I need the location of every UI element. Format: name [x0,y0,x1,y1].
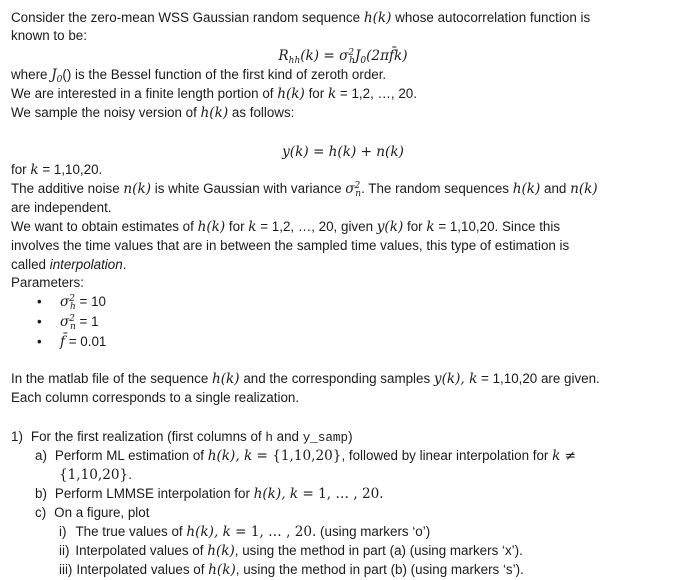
question-1a: a) Perform ML estimation of h(k), k = {1,10,20}, followed by linear interpolation for k ≠ [35,448,577,464]
bullet: • [37,294,42,309]
sample-line: We sample the noisy version of h(k) as follows: [11,105,295,121]
bessel-line: where $J_0()$ is the Bessel function of the first kind of zeroth order. [11,67,387,85]
observation-equation: y(k) = h(k) + n(k) [282,144,404,160]
question-1a-cont: {1,10,20}. [59,467,132,483]
document-page: Consider the zero-mean WSS Gaussian random sequence h(k) whose autocorrelation function is known to be: $R_{hh}(k)$ = $\sigma^2_hJ_0(2\pi f̄k)$ where $J_0()$ is the Bessel function of the first kind of zeroth order. We are interested in a finite length portion of h(k) for k = 1,2, …, 20. We sample the noisy version of h(k) as follows: y(k) = h(k) + n(k) for k = 1,10,20. The additive noise n(k) is white Gaussian with variance $\sigma^2_n$. The random sequences h(k) and n(k) are independent. We want to obtain estimates of h(k) for k = 1,2, …, 20, given y(k) for k = 1,10,20. Since this involves the time values that are in between the sampled time values, this type of estimation is called interpolation. Parameters: • $\sigma^2_h = 10$ • $\sigma^2_n = 1$ • f̄ = 0.01 In the matlab file of the sequence h(k) and the corresponding samples y(k), k = 1,10,20 are given. Each column corresponds to a single realization. 1) For the first realization (first columns of h and y_samp) a) Perform ML estimation of h(k), k = {1,10,20}, followed by linear interpolation for k ≠ {1,10,20}. b) Perform LMMSE interpolation for h(k), k = 1, … , 20. c) On a figure, plot i) The true values of h(k), k = 1, … , 20. (using markers ‘o’) ii) Interpolated values of h(k), using the method in part (a) (using markers ‘x’). iii) Interpolated values of h(k), using the method in part (b) (using markers ‘s’). [0,0,686,580]
question-1c-i: i) The true values of h(k), k = 1, … , 20. (using markers ‘o’) [59,524,431,540]
finite-length-line: We are interested in a finite length portion of h(k) for k = 1,2, …, 20. [11,86,417,102]
sample-times-line: for k = 1,10,20. [11,162,103,178]
matlab-line-1: In the matlab file of the sequence h(k) and the corresponding samples y(k), k = 1,10,20 are given. [11,371,600,387]
question-1c-iii: iii) Interpolated values of h(k), using the method in part (b) (using markers ‘s’). [59,562,524,578]
question-1c: c) On a figure, plot [35,505,150,520]
autocorrelation-equation: $R_{hh}(k)$ = $\sigma^2_hJ_0(2\pi f̄k)$ [278,48,408,66]
question-1b: b) Perform LMMSE interpolation for h(k), k = 1, … , 20. [35,486,384,502]
estimate-line-1: We want to obtain estimates of h(k) for k = 1,2, …, 20, given y(k) for k = 1,10,20. Since this [11,219,561,235]
intro-line-1: Consider the zero-mean WSS Gaussian random sequence h(k) whose autocorrelation function is [11,10,591,26]
intro-line-2: known to be: [11,28,87,43]
question-1c-ii: ii) Interpolated values of h(k), using the method in part (a) (using markers ‘x’). [59,543,523,559]
bullet: • [37,314,42,329]
matlab-line-2: Each column corresponds to a single realization. [11,390,300,405]
parameters-heading: Parameters: [11,275,84,290]
question-1: 1) For the first realization (first columns of h and y_samp) [11,429,353,445]
estimate-line-3: called interpolation. [11,257,127,272]
noise-line-2: are independent. [11,200,112,215]
bullet: • [37,334,42,349]
estimate-line-2: involves the time values that are in between the sampled time values, this type of estimation is [11,238,570,253]
noise-line-1: The additive noise n(k) is white Gaussian with variance $\sigma^2_n$. The random sequences h(k) and n(k) [11,181,598,199]
